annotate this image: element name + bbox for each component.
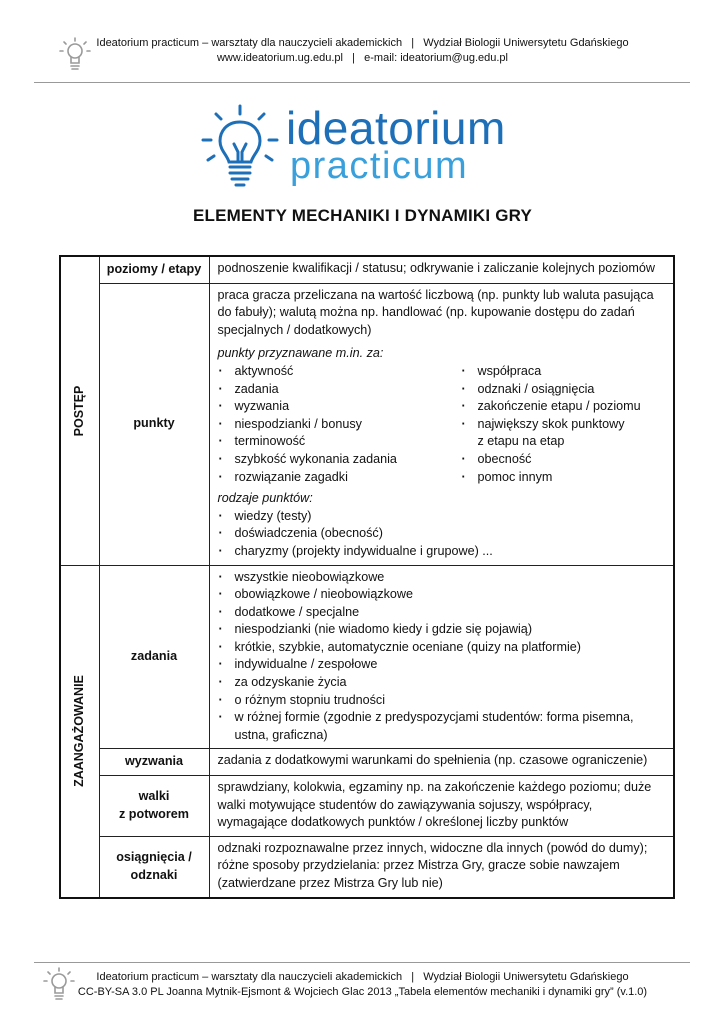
list-item: · zakończenie etapu / poziomu <box>461 398 666 416</box>
punkty-types-heading: rodzaje punktów: <box>217 491 313 506</box>
zadania-list <box>218 569 666 745</box>
list-item: · indywidualne / zespołowe <box>218 656 666 674</box>
list-item: · współpraca <box>461 363 666 381</box>
logo-word-practicum: practicum <box>290 145 469 187</box>
element-name-zadania: zadania <box>99 565 209 749</box>
element-desc-poziomy: podnoszenie kwalifikacji / statusu; odkrywanie i zaliczanie kolejnych poziomów <box>209 256 674 283</box>
table-row <box>60 256 674 283</box>
page-title: ELEMENTY MECHANIKI I DYNAMIKI GRY <box>192 206 533 225</box>
table-row <box>60 836 674 897</box>
awarded-list-left <box>218 363 461 486</box>
header-line-1: Ideatorium practicum – warsztaty dla nauczycieli akademickich | Wydział Biologii Uniwersytetu Gdańskiego <box>96 37 629 49</box>
footer-line-1: Ideatorium practicum – warsztaty dla nauczycieli akademickich | Wydział Biologii Uniwersytetu Gdańskiego <box>96 971 629 983</box>
header-divider <box>34 82 690 83</box>
list-item: · aktywność <box>218 363 461 381</box>
element-name-walki <box>99 776 209 837</box>
list-item: · wyzwania <box>218 398 461 416</box>
page-footer <box>0 970 725 1000</box>
awarded-list-right <box>461 363 666 486</box>
list-item-continuation: z etapu na etap <box>477 434 565 449</box>
list-item: · zadania <box>218 381 461 399</box>
table-row <box>60 776 674 837</box>
walki-name-line-1: walki <box>138 789 170 804</box>
list-item: · wszystkie nieobowiązkowe <box>218 569 666 587</box>
punkty-intro: praca gracza przeliczana na wartość liczbową (np. punkty lub waluta pasująca do fabuły); walutą można np. handlować (np. kupowanie dostępu do zadań specjalnych / dodatkowych) <box>217 287 654 337</box>
element-name-osiagniecia: osiągnięcia / odznaki <box>99 836 209 897</box>
list-item: · największy skok punktowy <box>461 416 666 434</box>
punkty-awarded-columns <box>218 363 666 486</box>
walki-name-line-2: z potworem <box>119 806 189 821</box>
logo-lightbulb-icon <box>200 104 280 192</box>
element-name-punkty: punkty <box>99 283 209 565</box>
list-item: · rozwiązanie zagadki <box>218 469 461 487</box>
list-item: · szybkość wykonania zadania <box>218 451 461 469</box>
page-header <box>0 36 725 66</box>
footer-divider <box>34 962 690 963</box>
element-name-wyzwania: wyzwania <box>99 749 209 776</box>
list-item: · krótkie, szybkie, automatycznie oceniane (quizy na platformie) <box>218 639 666 657</box>
header-line-2: www.ideatorium.ug.edu.pl | e-mail: ideatorium@ug.edu.pl <box>216 52 508 64</box>
list-item: · dodatkowe / specjalne <box>218 604 666 622</box>
list-item: · odznaki / osiągnięcia <box>461 381 666 399</box>
category-cell-zaangazowanie <box>60 565 99 898</box>
category-label-postep: POSTĘP <box>71 385 86 437</box>
list-item: · charyzmy (projekty indywidualne i grupowe) ... <box>218 543 666 561</box>
list-item: · doświadczenia (obecność) <box>218 525 666 543</box>
table-row <box>60 749 674 776</box>
list-item: · pomoc innym <box>461 469 666 487</box>
list-item: · obowiązkowe / nieobowiązkowe <box>218 586 666 604</box>
punkty-types-list <box>218 508 666 561</box>
list-item: · o różnym stopniu trudności <box>218 692 666 710</box>
table-row <box>60 565 674 749</box>
list-item: · niespodzianki / bonusy <box>218 416 461 434</box>
footer-line-2: CC-BY-SA 3.0 PL Joanna Mytnik-Ejsmont & Wojciech Glac 2013 „Tabela elementów mechaniki i dynamiki gry” (v.1.0) <box>77 986 648 998</box>
table-row <box>60 283 674 565</box>
list-item: · niespodzianki (nie wiadomo kiedy i gdzie się pojawią) <box>218 621 666 639</box>
element-name-poziomy: poziomy / etapy <box>99 256 209 283</box>
element-desc-punkty <box>209 283 674 565</box>
list-item: · obecność <box>461 451 666 469</box>
list-item: · wiedzy (testy) <box>218 508 666 526</box>
list-item: · za odzyskanie życia <box>218 674 666 692</box>
element-desc-walki: sprawdziany, kolokwia, egzaminy np. na zakończenie każdego poziomu; duże walki motywujące studentów do zawiązywania sojuszy, współpracy, wymagające dodatkowych punktów / określonej liczby punktów <box>209 776 674 837</box>
element-desc-zadania <box>209 565 674 749</box>
category-label-zaangazowanie: ZAANGAŻOWANIE <box>71 675 86 787</box>
list-item: · terminowość <box>218 433 461 451</box>
logo-word-ideatorium: ideatorium <box>286 102 506 154</box>
element-desc-wyzwania: zadania z dodatkowymi warunkami do spełnienia (np. czasowe ograniczenie) <box>209 749 674 776</box>
list-item: · w różnej formie (zgodnie z predyspozycjami studentów: forma pisemna, ustna, graficzna) <box>218 709 666 744</box>
element-desc-osiagniecia: odznaki rozpoznawalne przez innych, widoczne dla innych (powód do dumy); różne sposoby przydzielania: przez Mistrza Gry, gracze sobie nawzajem (zatwierdzane przez Mistrza Gry lub nie) <box>209 836 674 897</box>
mechanics-table <box>59 255 675 899</box>
logo <box>200 104 530 194</box>
punkty-awarded-heading: punkty przyznawane m.in. za: <box>217 346 384 361</box>
category-cell-postep <box>60 256 99 565</box>
